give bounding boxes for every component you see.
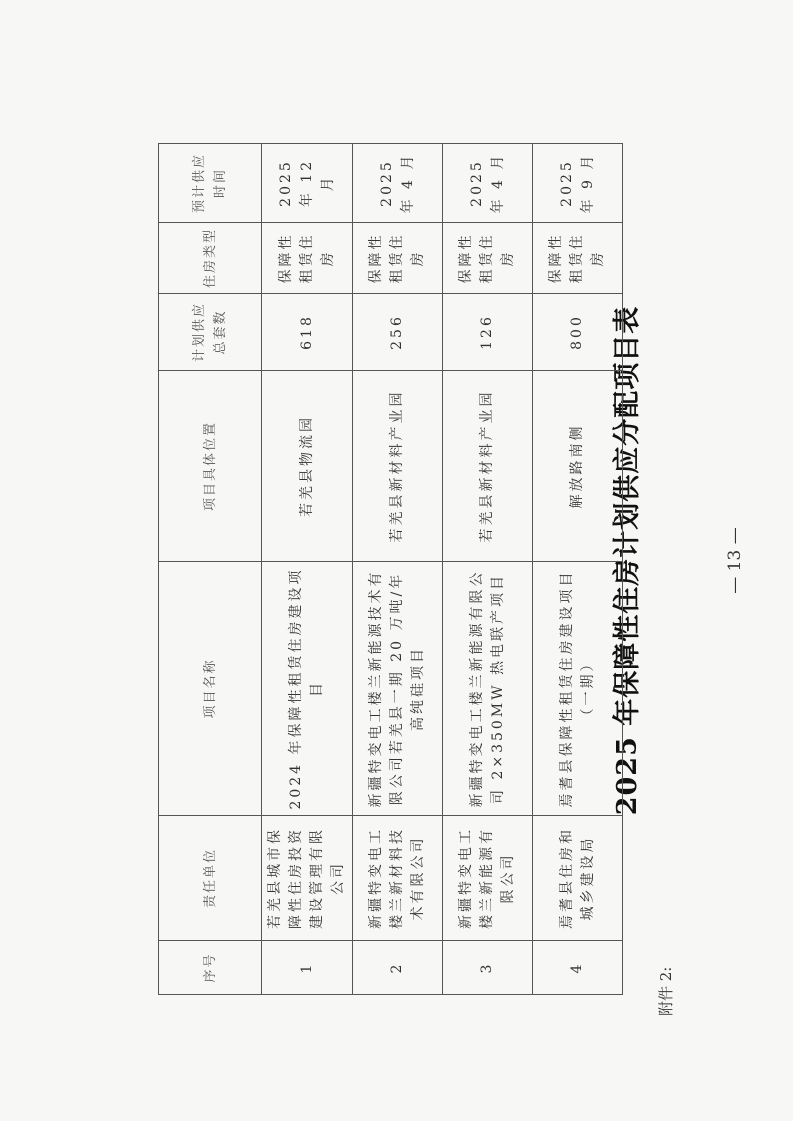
- header-seq: 序号: [159, 941, 262, 995]
- cell-name: 焉耆县保障性租赁住房建设项目（一期）: [533, 562, 623, 816]
- table-row: [353, 144, 443, 995]
- cell-type: 保障性租赁住房: [533, 223, 623, 294]
- cell-name: 2024 年保障性租赁住房建设项目: [262, 562, 353, 816]
- header-type: 住房类型: [159, 223, 262, 294]
- cell-location: 若羌县新材料产业园: [443, 371, 533, 562]
- cell-unit: 焉耆县住房和城乡建设局: [533, 816, 623, 941]
- header-name: 项目名称: [159, 562, 262, 816]
- cell-count: 126: [443, 294, 533, 371]
- cell-type: 保障性租赁住房: [262, 223, 353, 294]
- project-table: [158, 143, 623, 995]
- cell-unit: 新疆特变电工楼兰新能源有限公司: [443, 816, 533, 941]
- cell-location: 若羌县物流园: [262, 371, 353, 562]
- cell-time: 2025 年 4 月: [443, 144, 533, 223]
- attachment-label: 附件 2:: [657, 966, 675, 1016]
- table-row: [533, 144, 623, 995]
- cell-seq: 3: [443, 941, 533, 995]
- cell-type: 保障性租赁住房: [353, 223, 443, 294]
- header-time: 预计供应时间: [159, 144, 262, 223]
- cell-name: 新疆特变电工楼兰新能源技术有限公司若羌县一期 20 万吨/年高纯硅项目: [353, 562, 443, 816]
- cell-location: 解放路南侧: [533, 371, 623, 562]
- document-title: 2025 年保障性住房计划供应分配项目表: [612, 305, 643, 816]
- header-unit: 责任单位: [159, 816, 262, 941]
- cell-seq: 2: [353, 941, 443, 995]
- page-number: — 13 —: [725, 527, 745, 594]
- table-header-row: [159, 144, 262, 995]
- header-count: 计划供应总套数: [159, 294, 262, 371]
- cell-time: 2025 年 12 月: [262, 144, 353, 223]
- cell-seq: 4: [533, 941, 623, 995]
- cell-time: 2025 年 4 月: [353, 144, 443, 223]
- cell-name: 新疆特变电工楼兰新能源有限公司 2×350MW 热电联产项目: [443, 562, 533, 816]
- cell-unit: 新疆特变电工楼兰新材料技术有限公司: [353, 816, 443, 941]
- cell-count: 800: [533, 294, 623, 371]
- cell-count: 256: [353, 294, 443, 371]
- cell-seq: 1: [262, 941, 353, 995]
- header-location: 项目具体位置: [159, 371, 262, 562]
- cell-location: 若羌县新材料产业园: [353, 371, 443, 562]
- table-row: [443, 144, 533, 995]
- table-row: [262, 144, 353, 995]
- cell-unit: 若羌县城市保障性住房投资建设管理有限公司: [262, 816, 353, 941]
- cell-count: 618: [262, 294, 353, 371]
- cell-type: 保障性租赁住房: [443, 223, 533, 294]
- cell-time: 2025 年 9 月: [533, 144, 623, 223]
